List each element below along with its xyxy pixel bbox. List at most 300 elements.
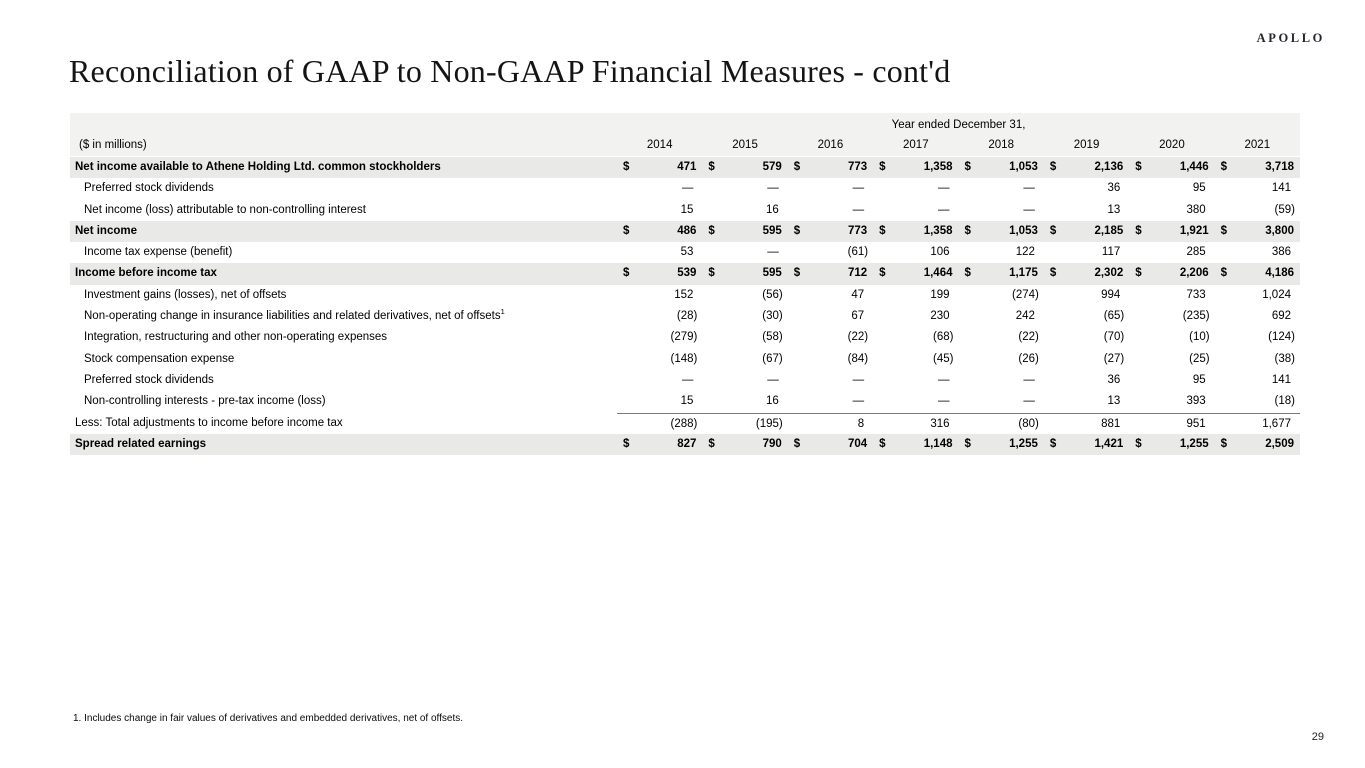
value-cell <box>788 157 873 178</box>
cell-value: (67) <box>762 352 783 365</box>
cell-value: (28) <box>676 310 698 323</box>
cell-value: 790 <box>762 437 782 450</box>
row-values <box>617 434 1300 455</box>
cell-value: 1,921 <box>1179 224 1209 237</box>
cell-value: 1,358 <box>923 161 953 173</box>
table-row <box>70 434 1300 455</box>
apollo-logo: APOLLO <box>1256 31 1325 45</box>
cell-value: 15 <box>680 203 694 216</box>
value-cell <box>873 178 958 199</box>
cell-value: — <box>852 203 865 216</box>
value-cell <box>1215 349 1300 370</box>
value-cell <box>959 349 1044 370</box>
value-cell <box>1129 349 1214 370</box>
value-cell <box>873 221 958 242</box>
value-cell <box>873 327 958 348</box>
value-cell <box>617 327 702 348</box>
cell-value: 1,148 <box>923 437 953 450</box>
year-header: 2017 <box>903 139 929 151</box>
year-header: 2018 <box>988 139 1014 151</box>
value-cell <box>1044 414 1129 434</box>
table-row <box>70 157 1300 178</box>
cell-value: 199 <box>930 288 950 301</box>
value-cell <box>1215 306 1300 327</box>
value-cell <box>702 434 787 455</box>
cell-value: 1,024 <box>1262 288 1291 301</box>
row-values <box>617 349 1300 370</box>
value-cell <box>1129 157 1214 178</box>
dollar-sign: $ <box>1049 437 1057 450</box>
dollar-sign: $ <box>1135 437 1142 450</box>
value-cell <box>1044 306 1129 327</box>
dollar-sign: $ <box>964 437 971 450</box>
value-cell <box>1215 414 1300 434</box>
table-row <box>70 200 1300 221</box>
cell-value: 230 <box>930 310 950 323</box>
value-cell <box>1044 434 1129 455</box>
cell-value: (58) <box>762 331 783 344</box>
value-cell <box>1215 221 1300 242</box>
value-cell <box>959 221 1044 242</box>
row-label: Non-controlling interests - pre-tax income (loss) <box>84 395 326 408</box>
value-cell <box>617 263 702 284</box>
value-cell <box>617 391 702 412</box>
value-cell <box>788 221 873 242</box>
value-cell <box>959 242 1044 263</box>
cell-value: (124) <box>1268 331 1295 344</box>
table-row <box>70 306 1300 327</box>
row-label: Income tax expense (benefit) <box>84 246 233 259</box>
value-cell <box>617 434 702 455</box>
value-cell <box>1129 285 1214 306</box>
year-header: 2014 <box>646 139 673 151</box>
cell-value: — <box>1023 182 1035 195</box>
dollar-sign: $ <box>708 267 715 280</box>
value-cell <box>702 221 787 242</box>
value-cell <box>1129 306 1214 327</box>
dollar-sign: $ <box>708 224 715 237</box>
value-cell <box>1044 242 1129 263</box>
cell-value: (27) <box>1103 352 1125 365</box>
cell-value: 773 <box>847 224 868 237</box>
value-cell <box>702 285 787 306</box>
cell-value: 380 <box>1186 203 1206 216</box>
value-cell <box>788 414 873 434</box>
row-label: Integration, restructuring and other non-operating expenses <box>84 331 388 344</box>
row-values <box>617 242 1300 263</box>
value-cell <box>1044 200 1129 221</box>
cell-value: (274) <box>1012 288 1039 301</box>
cell-value: (56) <box>762 288 783 301</box>
value-cell <box>788 327 873 348</box>
value-cell <box>873 434 958 455</box>
value-cell <box>1044 285 1129 306</box>
value-cell <box>1129 200 1214 221</box>
page-number: 29 <box>1311 731 1324 743</box>
dollar-sign: $ <box>623 267 630 280</box>
row-label: Preferred stock dividends <box>84 182 214 195</box>
year-span-row <box>70 113 1300 135</box>
dollar-sign: $ <box>879 267 886 280</box>
table-row <box>70 285 1300 306</box>
year-columns <box>617 135 1300 156</box>
value-cell <box>788 178 873 199</box>
cell-value: 242 <box>1015 310 1035 323</box>
cell-value: 595 <box>762 267 782 280</box>
value-cell <box>788 242 873 263</box>
value-cell <box>702 327 787 348</box>
value-cell <box>617 349 702 370</box>
cell-value: (30) <box>762 310 783 323</box>
cell-value: 712 <box>847 267 868 280</box>
value-cell <box>873 370 958 391</box>
table-row <box>70 263 1300 284</box>
value-cell <box>1215 242 1300 263</box>
cell-value: 486 <box>677 224 697 237</box>
dollar-sign: $ <box>964 267 971 280</box>
cell-value: (84) <box>847 352 869 365</box>
footnote-marker: 1 <box>500 307 505 317</box>
cell-value: 316 <box>930 417 950 430</box>
value-cell <box>788 200 873 221</box>
cell-value: 141 <box>1271 182 1291 195</box>
cell-value: (22) <box>847 331 869 344</box>
value-cell <box>702 306 787 327</box>
year-span-header: Year ended December 31, <box>891 119 1026 131</box>
row-values <box>617 327 1300 348</box>
cell-value: 15 <box>680 395 694 408</box>
value-cell <box>1129 242 1214 263</box>
value-cell <box>1129 370 1214 391</box>
value-cell <box>873 242 958 263</box>
dollar-sign: $ <box>879 437 886 450</box>
cell-value: — <box>1023 395 1035 408</box>
cell-value: (45) <box>933 352 954 365</box>
row-label: Non-operating change in insurance liabilities and related derivatives, net of offsets$^1$ <box>84 307 505 323</box>
cell-value: (65) <box>1103 310 1125 323</box>
cell-value: 595 <box>762 224 782 237</box>
table-row <box>70 370 1300 391</box>
value-cell <box>959 434 1044 455</box>
cell-value: (59) <box>1274 203 1295 216</box>
value-cell <box>959 414 1044 434</box>
dollar-sign: $ <box>1220 161 1228 173</box>
table-row <box>70 221 1300 242</box>
cell-value: 1,175 <box>1009 267 1038 280</box>
cell-value: (288) <box>670 417 698 430</box>
cell-value: (22) <box>1018 331 1039 344</box>
dollar-sign: $ <box>623 161 630 173</box>
value-cell <box>959 370 1044 391</box>
row-label: Spread related earnings <box>75 437 207 450</box>
cell-value: 141 <box>1271 373 1291 386</box>
cell-value: (10) <box>1189 331 1210 344</box>
cell-value: 881 <box>1101 417 1121 430</box>
value-cell <box>1215 157 1300 178</box>
cell-value: 152 <box>674 288 694 301</box>
cell-value: 733 <box>1186 288 1206 301</box>
cell-value: 4,186 <box>1265 267 1294 280</box>
cell-value: 3,800 <box>1265 224 1294 237</box>
year-header: 2019 <box>1073 139 1100 151</box>
value-cell <box>873 285 958 306</box>
table-header <box>70 113 1300 157</box>
page-title: Reconciliation of GAAP to Non-GAAP Financial Measures - cont'd <box>69 53 951 89</box>
cell-value: — <box>681 373 694 386</box>
cell-value: (148) <box>670 352 698 365</box>
dollar-sign: $ <box>1049 267 1057 280</box>
value-cell <box>1044 349 1129 370</box>
cell-value: 579 <box>762 161 782 173</box>
dollar-sign: $ <box>964 161 971 173</box>
value-cell <box>702 178 787 199</box>
cell-value: (25) <box>1189 352 1210 365</box>
cell-value: 3,718 <box>1265 161 1294 173</box>
value-cell <box>702 391 787 412</box>
cell-value: 117 <box>1101 246 1121 259</box>
cell-value: — <box>767 182 779 195</box>
row-label: Investment gains (losses), net of offsets <box>84 288 287 301</box>
value-cell <box>1215 200 1300 221</box>
year-header: 2015 <box>732 139 758 151</box>
cell-value: — <box>938 395 950 408</box>
row-label: Stock compensation expense <box>84 352 235 365</box>
row-values <box>617 285 1300 306</box>
value-cell <box>702 370 787 391</box>
cell-value: (195) <box>755 417 783 430</box>
cell-value: 16 <box>765 203 779 216</box>
value-cell <box>1215 370 1300 391</box>
cell-value: 95 <box>1192 373 1206 386</box>
year-header: 2021 <box>1244 139 1271 151</box>
dollar-sign: $ <box>1135 224 1142 237</box>
value-cell <box>617 242 702 263</box>
cell-value: 1,358 <box>923 224 953 237</box>
cell-value: 13 <box>1107 395 1121 408</box>
cell-value: 2,136 <box>1094 161 1124 173</box>
year-header: 2016 <box>817 139 844 151</box>
cell-value: (279) <box>670 331 698 344</box>
value-cell <box>959 285 1044 306</box>
cell-value: — <box>938 203 950 216</box>
cell-value: 994 <box>1101 288 1121 301</box>
cell-value: 1,255 <box>1179 437 1209 450</box>
table-row <box>70 413 1300 434</box>
cell-value: 827 <box>677 437 697 450</box>
value-cell <box>702 263 787 284</box>
value-cell <box>873 391 958 412</box>
value-cell <box>788 263 873 284</box>
table-row <box>70 242 1300 263</box>
value-cell <box>959 178 1044 199</box>
value-cell <box>617 157 702 178</box>
value-cell <box>873 157 958 178</box>
cell-value: 539 <box>677 267 697 280</box>
value-cell <box>788 391 873 412</box>
value-cell <box>1044 178 1129 199</box>
cell-value: 2,509 <box>1265 437 1294 450</box>
cell-value: 1,421 <box>1094 437 1124 450</box>
dollar-sign: $ <box>1220 267 1228 280</box>
cell-value: 47 <box>851 288 865 301</box>
value-cell <box>873 263 958 284</box>
value-cell <box>788 349 873 370</box>
cell-value: (38) <box>1274 352 1295 365</box>
value-cell <box>1129 391 1214 412</box>
cell-value: 2,302 <box>1094 267 1124 280</box>
cell-value: 1,053 <box>1009 161 1038 173</box>
value-cell <box>788 306 873 327</box>
cell-value: 386 <box>1271 246 1291 259</box>
cell-value: — <box>938 182 950 195</box>
value-cell <box>873 306 958 327</box>
value-cell <box>873 349 958 370</box>
value-cell <box>788 370 873 391</box>
row-values <box>617 200 1300 221</box>
value-cell <box>788 285 873 306</box>
cell-value: — <box>767 373 779 386</box>
cell-value: — <box>1023 373 1035 386</box>
cell-value: (70) <box>1103 331 1125 344</box>
dollar-sign: $ <box>623 437 630 450</box>
value-cell <box>617 414 702 434</box>
dollar-sign: $ <box>708 437 715 450</box>
cell-value: — <box>852 373 865 386</box>
value-cell <box>617 221 702 242</box>
header-spacer <box>70 113 617 135</box>
value-cell <box>959 157 1044 178</box>
value-cell <box>617 370 702 391</box>
row-values <box>617 413 1300 434</box>
cell-value: 773 <box>847 161 868 173</box>
dollar-sign: $ <box>793 437 801 450</box>
cell-value: — <box>1023 203 1035 216</box>
value-cell <box>702 200 787 221</box>
cell-value: — <box>852 182 865 195</box>
value-cell <box>702 349 787 370</box>
cell-value: 2,185 <box>1094 224 1124 237</box>
value-cell <box>1129 414 1214 434</box>
dollar-sign: $ <box>793 161 801 173</box>
value-cell <box>873 200 958 221</box>
reconciliation-table <box>70 113 1300 455</box>
cell-value: 1,053 <box>1009 224 1038 237</box>
cell-value: (26) <box>1018 352 1039 365</box>
value-cell <box>1215 178 1300 199</box>
cell-value: 285 <box>1186 246 1206 259</box>
value-cell <box>1215 391 1300 412</box>
cell-value: 471 <box>677 161 697 173</box>
dollar-sign: $ <box>708 161 715 173</box>
value-cell <box>1215 285 1300 306</box>
cell-value: 122 <box>1015 246 1035 259</box>
row-values <box>617 391 1300 412</box>
value-cell <box>1129 434 1214 455</box>
value-cell <box>617 200 702 221</box>
value-cell <box>617 285 702 306</box>
cell-value: 393 <box>1186 395 1206 408</box>
cell-value: 67 <box>851 310 865 323</box>
units-label: ($ in millions) <box>79 139 147 151</box>
cell-value: 2,206 <box>1179 267 1209 280</box>
dollar-sign: $ <box>964 224 971 237</box>
dollar-sign: $ <box>1220 437 1228 450</box>
dollar-sign: $ <box>793 267 801 280</box>
dollar-sign: $ <box>1220 224 1228 237</box>
value-cell <box>617 178 702 199</box>
row-label: Net income available to Athene Holding Ltd. common stockholders <box>75 161 441 173</box>
cell-value: 704 <box>847 437 868 450</box>
row-label: Less: Total adjustments to income before income tax <box>75 416 343 429</box>
cell-value: 1,255 <box>1009 437 1038 450</box>
value-cell <box>959 391 1044 412</box>
row-label: Preferred stock dividends <box>84 373 214 386</box>
cell-value: 1,464 <box>923 267 953 280</box>
value-cell <box>702 157 787 178</box>
value-cell <box>702 414 787 434</box>
year-header-row <box>70 135 1300 157</box>
value-cell <box>1044 327 1129 348</box>
table-row <box>70 178 1300 199</box>
value-cell <box>1129 327 1214 348</box>
value-cell <box>1044 221 1129 242</box>
value-cell <box>1215 327 1300 348</box>
value-cell <box>1129 263 1214 284</box>
cell-value: (68) <box>933 331 954 344</box>
value-cell <box>1044 370 1129 391</box>
cell-value: (235) <box>1182 310 1210 323</box>
value-cell <box>1215 263 1300 284</box>
value-cell <box>959 327 1044 348</box>
value-cell <box>1129 178 1214 199</box>
row-label: Net income <box>75 224 137 237</box>
value-cell <box>1215 434 1300 455</box>
cell-value: 951 <box>1186 417 1206 430</box>
row-label: Income before income tax <box>75 267 217 280</box>
cell-value: 13 <box>1107 203 1121 216</box>
value-cell <box>702 242 787 263</box>
dollar-sign: $ <box>623 224 630 237</box>
cell-value: — <box>938 373 950 386</box>
table-row <box>70 349 1300 370</box>
row-values <box>617 157 1300 178</box>
row-values <box>617 178 1300 199</box>
value-cell <box>959 200 1044 221</box>
cell-value: (61) <box>847 246 869 259</box>
table-body <box>70 157 1300 455</box>
cell-value: 53 <box>680 246 694 259</box>
row-values <box>617 370 1300 391</box>
cell-value: 36 <box>1107 373 1121 386</box>
dollar-sign: $ <box>879 161 886 173</box>
value-cell <box>788 434 873 455</box>
cell-value: — <box>767 246 779 259</box>
dollar-sign: $ <box>1135 267 1142 280</box>
table-row <box>70 391 1300 412</box>
cell-value: 36 <box>1107 182 1121 195</box>
cell-value: (18) <box>1274 395 1295 408</box>
table-row <box>70 327 1300 348</box>
dollar-sign: $ <box>879 224 886 237</box>
value-cell <box>1044 263 1129 284</box>
cell-value: — <box>681 182 694 195</box>
cell-value: 1,677 <box>1262 417 1291 430</box>
dollar-sign: $ <box>1135 161 1142 173</box>
value-cell <box>1044 391 1129 412</box>
dollar-sign: $ <box>793 224 801 237</box>
dollar-sign: $ <box>1049 224 1057 237</box>
row-values <box>617 263 1300 284</box>
